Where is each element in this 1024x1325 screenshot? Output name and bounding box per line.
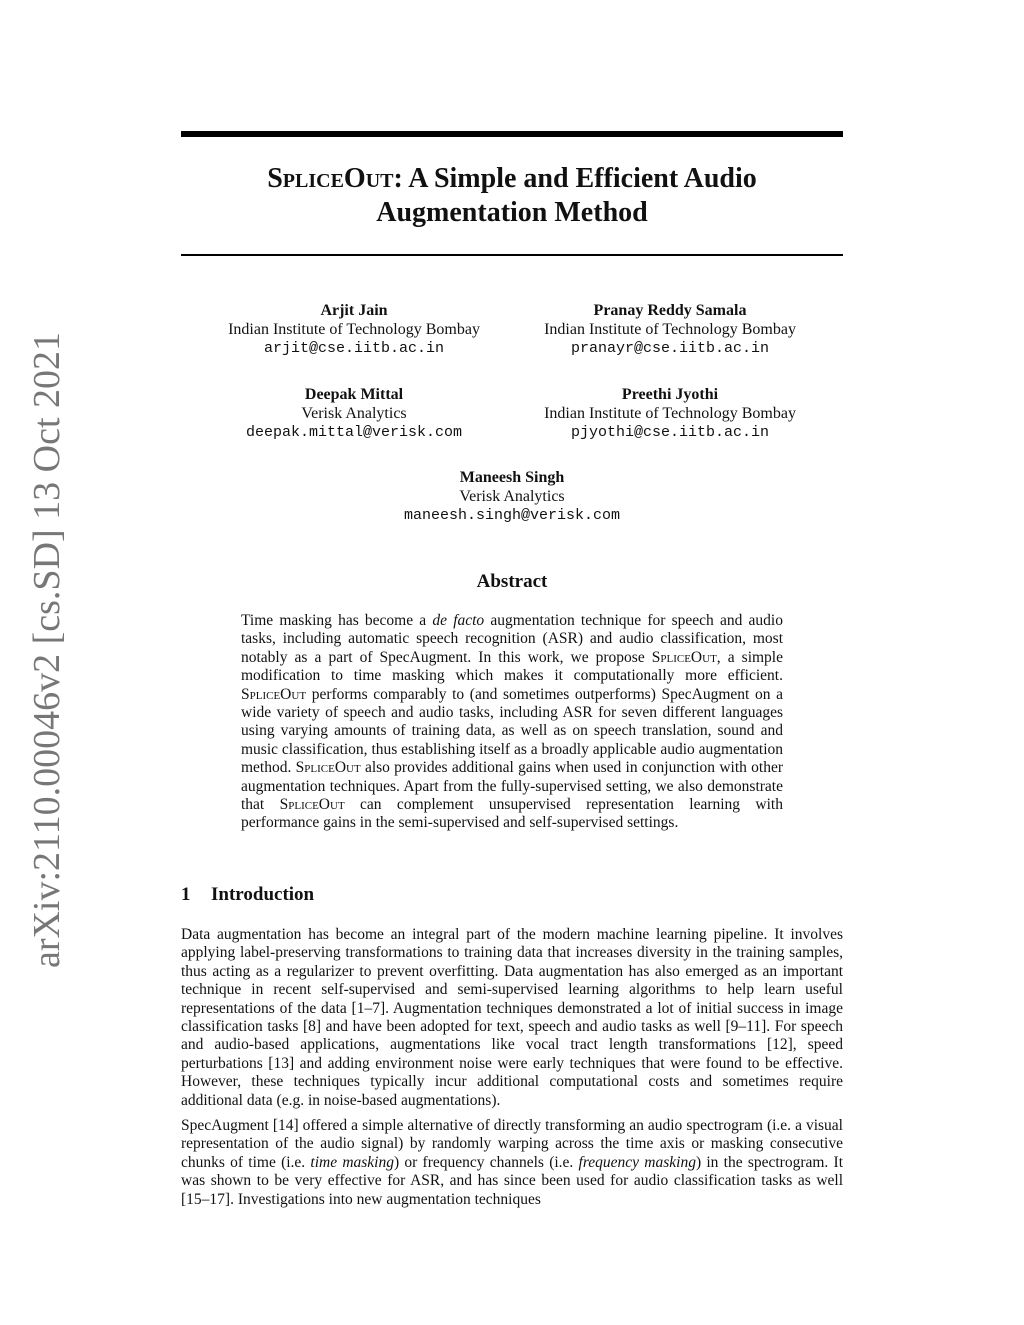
author-name: Deepak Mittal [304, 386, 404, 403]
section-number: 1 [181, 884, 191, 905]
author-email: pranayr@cse.iitb.ac.in [570, 340, 770, 357]
author-name: Pranay Reddy Samala [593, 302, 747, 319]
abstract-s1b: augmentation technique for speech and audio tasks, including automatic speech recognition (ASR) and audio classification, most notably as a part of SpecAugment. In this work, we propose [241, 612, 783, 666]
author-email: deepak.mittal@verisk.com [245, 424, 463, 441]
method-name: SpliceOut [651, 648, 717, 666]
title-method-name-2: Out [343, 163, 394, 194]
intro-paragraph-1: Data augmentation has become an integral part of the modern machine learning pipeline. It involves applying label-preserving transformations to training data that increases diversity in the training samples, thus acting as a regularizer to prevent overfitting. Data augmentation has also emerged as an important technique in recent self-supervised and semi-supervised learning algorithms to help learn useful representations of the data [1–7]. Augmentation techniques demonstrated a lot of initial success in image classification tasks [8] and have been adopted for text, speech and audio tasks as well [9–11]. For speech and audio-based applications, augmentations like vocal tract length transformations [12], speed perturbations [13] and adding environment noise were early techniques that were found to be effective. However, these techniques typically incur additional computational costs and sometimes require additional data (e.g. in noise-based augmentations). [181, 926, 843, 1109]
abstract-s5: can complement unsupervised representation learning with performance gains in the semi-supervised and self-supervised settings. [241, 796, 783, 832]
intro-frequency-masking: frequency masking [578, 1153, 696, 1171]
title-top-rule [181, 131, 843, 137]
title-line1-rest: : A Simple and Efficient Audio [393, 163, 757, 194]
arxiv-id-text: arXiv:2110.00046v2 [cs.SD] 13 Oct 2021 [26, 331, 68, 969]
author-block-4 [520, 385, 820, 442]
method-name: SpliceOut [279, 796, 345, 814]
intro-p2c: ) in the spectrogram. It was shown to be very effective for ASR, and has since been used for audio classification tasks as well [15–17]. Investigations into new augmentation techniques [181, 1153, 843, 1208]
section-title: Introduction [211, 884, 315, 905]
intro-time-masking: time masking [310, 1153, 394, 1171]
author-email: maneesh.singh@verisk.com [403, 507, 621, 524]
author-email: pjyothi@cse.iitb.ac.in [570, 424, 770, 441]
author-email: arjit@cse.iitb.ac.in [263, 340, 445, 357]
author-name: Maneesh Singh [459, 469, 565, 486]
method-name: SpliceOut [241, 685, 307, 703]
abstract-s1a: Time masking has become a [241, 612, 433, 629]
author-block-5 [362, 468, 662, 525]
author-block-1 [204, 301, 504, 358]
intro-paragraph-2 [181, 1117, 843, 1209]
author-name: Preethi Jyothi [621, 386, 719, 403]
intro-p2a: SpecAugment [14] offered a simple alternative of directly transforming an audio spectrogram (i.e. a visual representation of the audio signal) by randomly warping across the time axis or masking consecutive chunks of time (i.e. [181, 1117, 843, 1171]
title-method-name-1: Splice [267, 163, 344, 194]
method-name: SpliceOut [295, 759, 361, 777]
abstract-s2: , a simple modification to time masking which makes it computationally more efficient. [241, 648, 783, 685]
abstract-heading: Abstract [476, 571, 548, 592]
author-name: Arjit Jain [320, 302, 388, 319]
abstract-s3: performs comparably to (and sometimes outperforms) SpecAugment on a wide variety of speech and audio tasks, including ASR for seven different languages using varying amounts of training data, as well as on speech translation, sound and music classification, thus establishing itself as a broadly applicable audio augmentation method. [241, 685, 783, 777]
author-affiliation: Indian Institute of Technology Bombay [228, 321, 480, 338]
abstract-s4: also provides additional gains when used in conjunction with other augmentation techniques. Apart from the fully-supervised setting, we also demonstrate that [241, 759, 783, 814]
author-affiliation: Indian Institute of Technology Bombay [544, 321, 796, 338]
section-heading-introduction [181, 884, 314, 906]
title-line2: Augmentation Method [376, 197, 648, 228]
author-affiliation: Indian Institute of Technology Bombay [544, 405, 796, 422]
paper-title [181, 162, 843, 230]
author-affiliation: Verisk Analytics [459, 488, 565, 505]
author-block-3 [204, 385, 504, 442]
intro-p2b: ) or frequency channels (i.e. [394, 1153, 579, 1171]
arxiv-identifier [17, 331, 77, 969]
abstract-text [241, 612, 783, 833]
author-block-2 [520, 301, 820, 358]
author-affiliation: Verisk Analytics [301, 405, 407, 422]
title-bottom-rule [181, 254, 843, 256]
abstract-de-facto: de facto [432, 612, 485, 629]
